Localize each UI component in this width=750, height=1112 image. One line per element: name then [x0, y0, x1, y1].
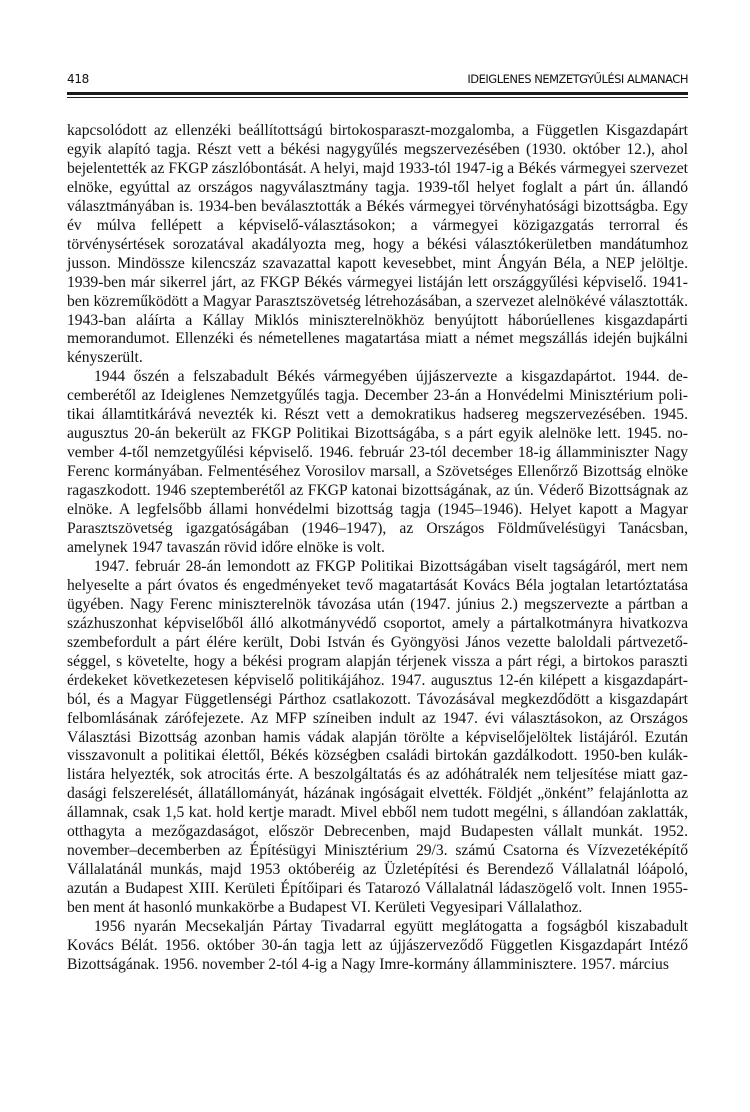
paragraph: kapcsolódott az ellenzéki beállítottságú birtokosparaszt-mozgalomba, a Független Kisgazdapárt egyik alapító tagja. Részt vett a békési nagygyűlés megszervezésében (1930. október 12.), ahol bejelentették az FKGP zászlóbontását. A helyi, majd 1933-tól 1947-ig a Békés vármegyei szervezet elnöke, egyúttal az országos nagyválasztmány tagja. 1939-től helyet foglalt a párt ún. állandó választmányában is. 1934-ben beválasztották a Békés vármegyei törvényhatósági bizottságba. Egy év múlva fellépett a képviselő-választásokon; a vármegyei közigazgatás terrorral és törvénysértések sorozatával akadályozta meg, hogy a békési választókerületben mandátumhoz jusson. Mindössze kilencszáz szavazattal kapott kevesebbet, mint Ángyán Béla, a NEP jelöltje. 1939-ben már sikerrel járt, az FKGP Békés vármegyei listáján lett országgyűlési képviselő. 1941-ben közreműködött a Magyar Parasztszövetség létrehozásában, a szervezet alelnökévé választották. 1943-ban aláírta a Kállay Miklós miniszterelnökhöz benyújtott háborúellenes kisgazdapárti memorandumot. Ellenzéki és németellenes magatartása miatt a német megszállás idején bujkálni kényszerült. — [67, 122, 688, 367]
running-header — [67, 72, 688, 90]
paragraph: 1944 őszén a felszabadult Békés vármegyében újjászervezte a kisgazdapártot. 1944. decemberétől az Ideiglenes Nemzetgyűlés tagja. December 23-án a Honvédelmi Minisztérium politikai államtitkárává nevezték ki. Részt vett a demokratikus hadsereg megszervezésében. 1945. augusztus 20-án bekerült az FKGP Politikai Bizottságába, s a párt egyik alelnöke lett. 1945. november 4-től nemzetgyűlési képviselő. 1946. február 23-tól december 18-ig államminiszter Nagy Ferenc kormányában. Felmentéséhez Vorosilov marsall, a Szövetséges Ellenőrző Bizottság elnöke ragaszkodott. 1946 szeptemberétől az FKGP katonai bizottságának, az ún. Véderő Bizottságnak az elnöke. A legfelsőbb állami honvédelmi bizottság tagja (1945–1946). Helyet kapott a Magyar Parasztszövetség igazgatóságában (1946–1947), az Országos Földművelésügyi Tanácsban, amelynek 1947 tavaszán rövid időre elnöke is volt. — [67, 368, 688, 556]
book-title: IDEIGLENES NEMZETGYŰLÉSI ALMANACH — [467, 72, 688, 86]
body-text — [67, 122, 688, 975]
page-number: 418 — [67, 72, 90, 86]
paragraph: 1956 nyarán Mecsekalján Pártay Tivadarral együtt meglátogatta a fogságból kiszabadult Kovács Bélát. 1956. október 30-án tagja lett az újjászerveződő Független Kisgazdapárt Intéző Bizottságának. 1956. november 2-tól 4-ig a Nagy Imre-kormány államminisztere. 1957. március — [67, 918, 688, 973]
header-rule-thick — [67, 92, 688, 95]
header-rule-thin — [67, 97, 688, 98]
paragraph: 1947. február 28-án lemondott az FKGP Politikai Bizottságában viselt tagságáról, mert nem helyeselte a párt óvatos és engedményeket tevő magatartását Kovács Béla jogtalan letartóztatása ügyében. Nagy Ferenc miniszterelnök távozása után (1947. június 2.) megszervezte a pártban a százhuszonhat képviselőből álló alkotmányvédő csoportot, amely a pártalkotmányra hivatkozva szembefordult a párt élére került, Dobi István és Gyöngyösi János vezette baloldali pártvezetőséggel, s követelte, hogy a békési program alapján térjenek vissza a párt régi, a birtokos paraszti érdekeket következetesen képviselő politikájához. 1947. augusztus 12-én kilépett a kisgazdapártból, és a Magyar Függetlenségi Párthoz csatlakozott. Távozásával megkezdődött a kisgazdapárt felbomlásának zárófejezete. Az MFP színeiben indult az 1947. évi választásokon, az Országos Választási Bizottság azonban hamis vádak alapján törölte a képviselőjelöltek listájáról. Ezután visszavonult a politikai élettől, Békés községben családi birtokán gazdálkodott. 1950-ben kuláklistára helyezték, sok atrocitás érte. A beszolgáltatás és az adóhátralék nem teljesítése miatt gazdasági felszerelését, állatállományát, házának ingóságait elvették. Földjét „önként” felajánlotta az államnak, csak 1,5 kat. hold kertje maradt. Mivel ebből nem tudott megélni, s állandóan zaklatták, otthagyta a mezőgazdaságot, először Debrecenben, majd Budapesten vállalt munkát. 1952. november–decemberben az Építésügyi Minisztérium 29/3. számú Csatorna és Vízvezetéképítő Vállalatánál munkás, majd 1953 októberéig az Üzletépítési és Berendező Vállalatnál lóápoló, azután a Budapest XIII. Kerületi Építőipari és Tatarozó Vállalatnál ládaszögelő volt. Innen 1955-ben ment át hasonló munkakörbe a Budapest VI. Kerületi Vegyesipari Vállalathoz. — [67, 557, 688, 917]
